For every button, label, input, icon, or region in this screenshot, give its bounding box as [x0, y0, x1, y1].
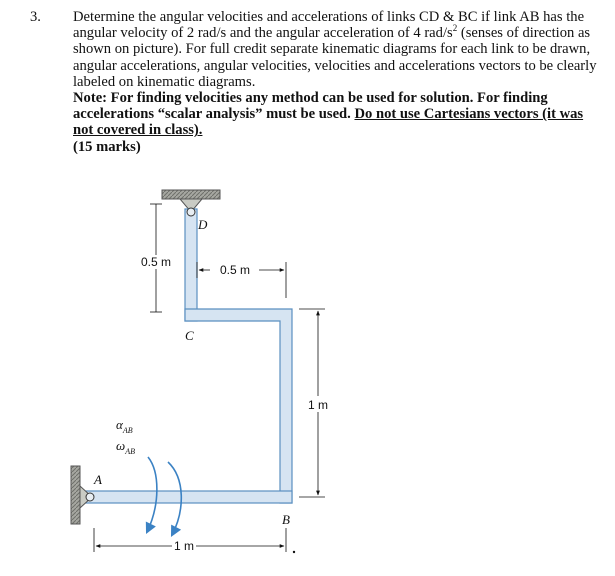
superscript-2: 2 [452, 23, 458, 34]
sentence-1-tail: (senses of direction as shown on picture). For full credit separate kinematic diagrams for each link to be drawn, angular accelerations, angular velocities, velocities and accelerations vectors to be clearly labeled on kinematic diagrams. [73, 25, 597, 90]
alpha-ab-label [116, 417, 133, 435]
ceiling-support [162, 190, 220, 199]
sentence-1: Determine the angular velocities and accelerations of links CD & BC if link AB has the angular velocity of 2 rad/s and the angular acceleration of 4 rad/s [73, 9, 585, 42]
dim-dc-label: 0.5 m [219, 263, 251, 277]
note-underline: Do not use Cartesians vectors (it was not covered in class). [73, 106, 584, 139]
link-bc [185, 309, 292, 503]
dim-cd-label: 0.5 m [140, 255, 172, 269]
link-ab [84, 491, 292, 503]
pin-a [86, 493, 94, 501]
stray-dot [293, 551, 295, 553]
marks: (15 marks) [73, 138, 141, 155]
dim-bc-label: 1 m [307, 398, 329, 412]
note-bold: Note: For finding velocities any method can be used for solution. For finding accelerations “scalar analysis” must be used. [73, 90, 548, 123]
label-b: B [282, 512, 290, 527]
omega-symbol: ω [116, 438, 126, 453]
omega-subscript: AB [125, 447, 135, 456]
label-a: A [94, 472, 102, 487]
alpha-subscript: AB [122, 426, 133, 435]
wall-support [71, 466, 80, 524]
label-c: C [185, 328, 194, 343]
link-cd [185, 209, 197, 321]
alpha-symbol: α [116, 417, 123, 432]
omega-ab-label [116, 438, 135, 456]
problem-number: 3. [30, 9, 41, 25]
label-d: D [198, 217, 208, 232]
dim-ab-label: 1 m [173, 539, 195, 553]
pin-d [187, 208, 195, 216]
